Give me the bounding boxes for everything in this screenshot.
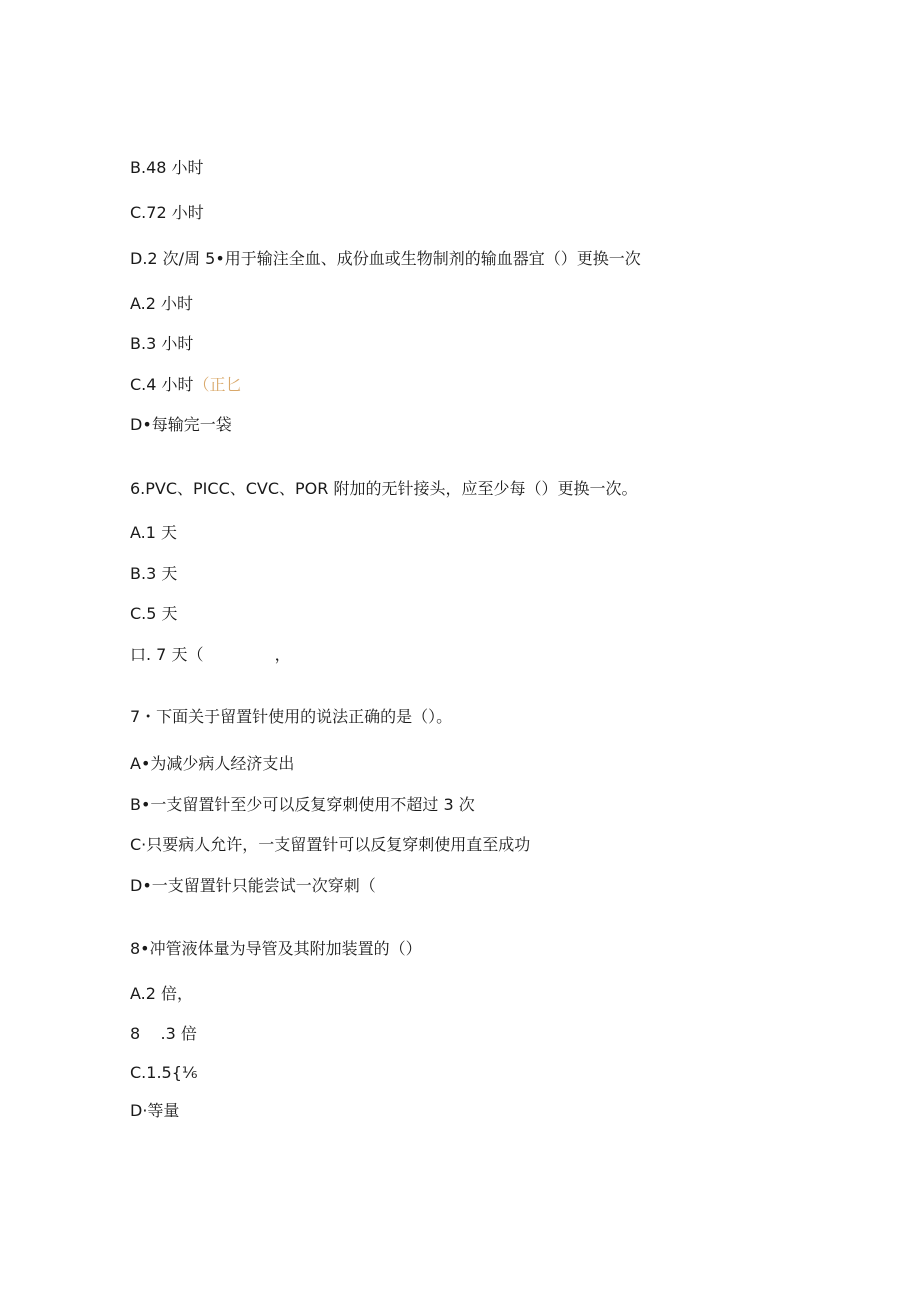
text-line: A•为减少病人经济支出: [130, 754, 295, 773]
text-line: B.48 小时: [130, 158, 204, 177]
text-line: 口. 7 天（ ，: [130, 645, 291, 664]
question-text: 7・下面关于留置针使用的说法正确的是（）。: [130, 707, 453, 726]
text-line: D·等量: [130, 1101, 180, 1120]
text-line: B•一支留置针至少可以反复穿刺使用不超过 3 次: [130, 795, 475, 814]
text-line: C.5 天: [130, 604, 178, 623]
text-line: A.2 倍，: [130, 984, 194, 1003]
text-line: B.3 天: [130, 564, 178, 583]
handwritten-mark: （正匕: [193, 375, 242, 394]
text-line: 8 .3 倍: [130, 1024, 197, 1043]
text-line: C.72 小时: [130, 203, 204, 222]
question-text: 8•冲管液体量为导管及其附加装置的（）: [130, 939, 422, 958]
text-line: B.3 小时: [130, 334, 194, 353]
text-line: D•每输完一袋: [130, 415, 232, 434]
option-text: C.4 小时: [130, 375, 194, 394]
text-line: C.1.5{⅙: [130, 1063, 198, 1082]
text-line: A.1 天: [130, 523, 178, 542]
text-line: C·只要病人允许，一支留置针可以反复穿刺使用直至成功: [130, 835, 531, 854]
question-text: 6.PVC、PICC、CVC、POR 附加的无针接头，应至少每（）更换一次。: [130, 479, 638, 498]
text-line: D•一支留置针只能尝试一次穿刺（: [130, 876, 376, 895]
text-line: D.2 次/周 5•用于输注全血、成份血或生物制剂的输血器宜（）更换一次: [130, 249, 641, 268]
text-line-with-mark: [130, 375, 242, 395]
text-line: A.2 小时: [130, 294, 194, 313]
